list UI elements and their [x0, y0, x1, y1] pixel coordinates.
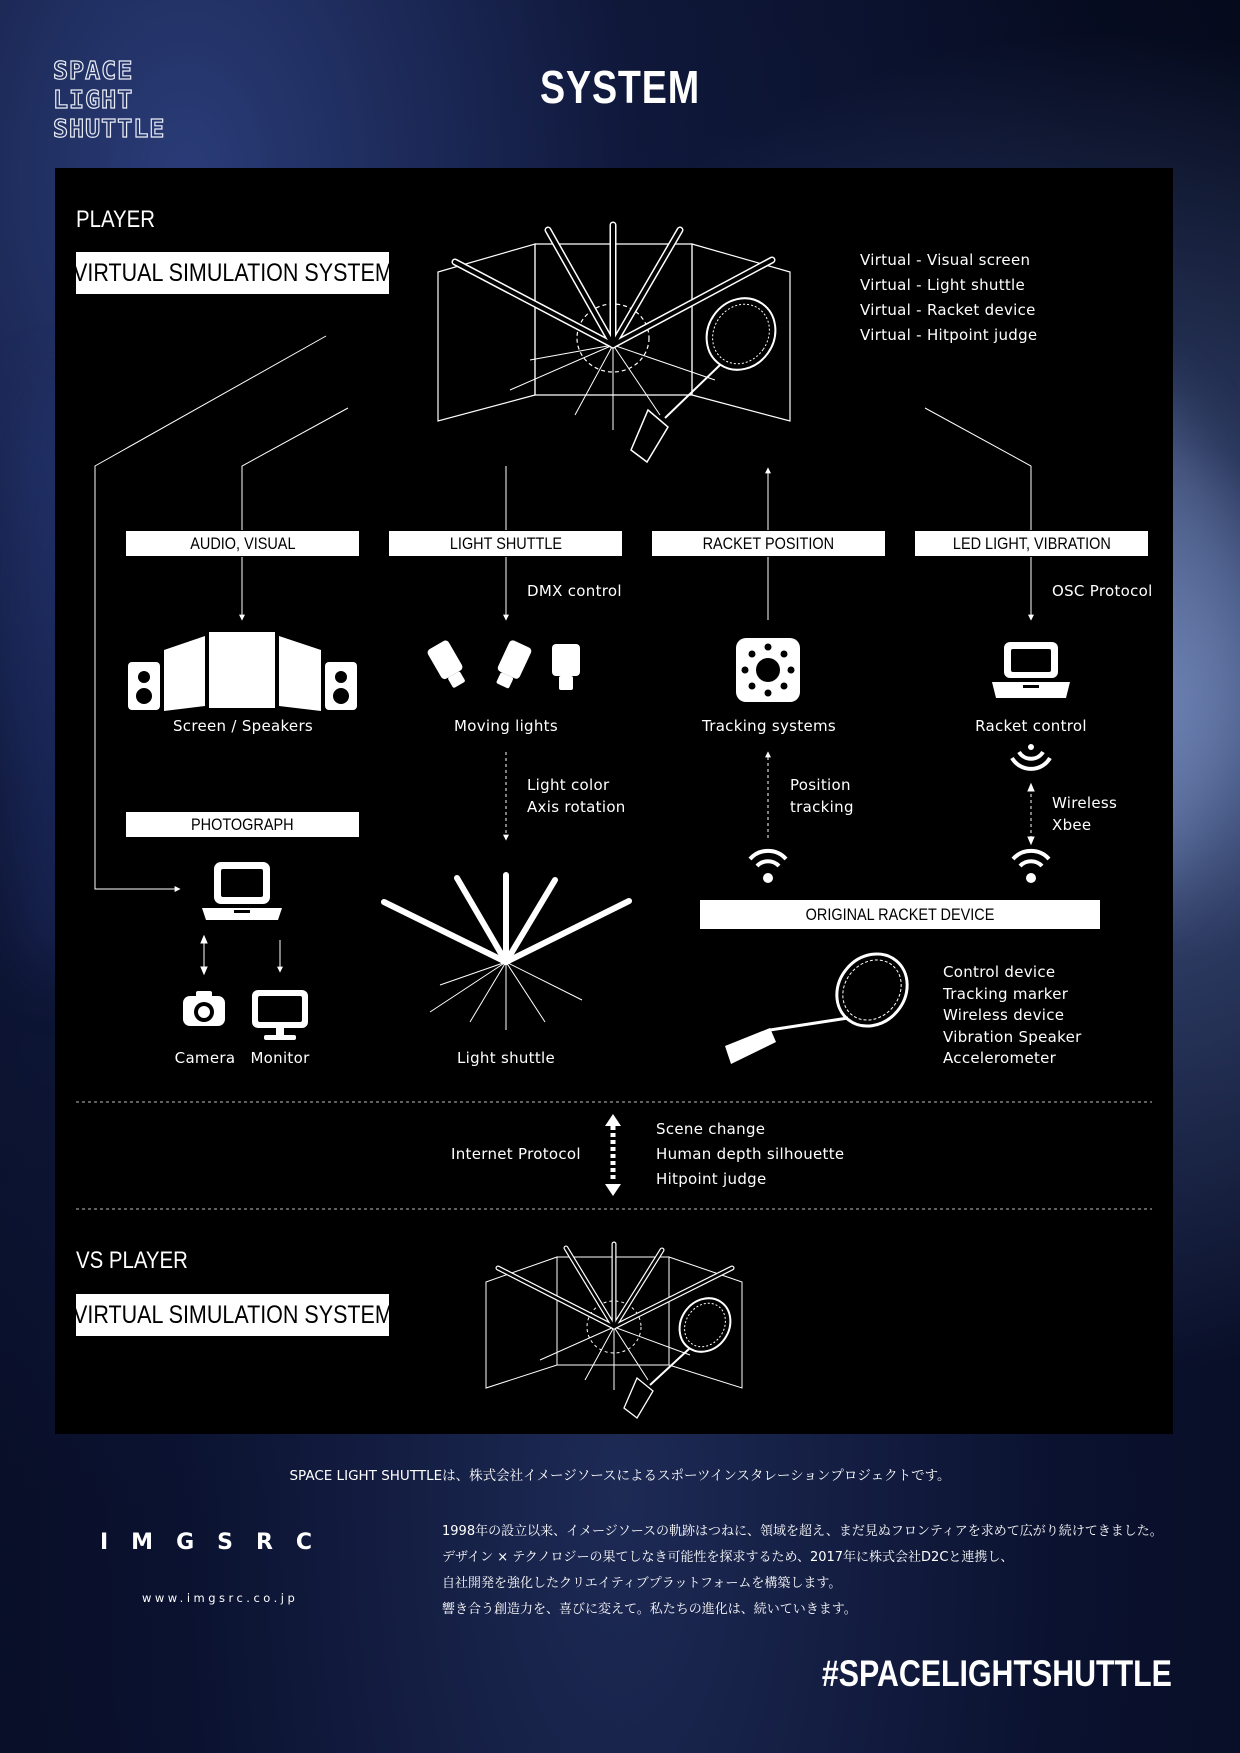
tracking-systems-icon: [736, 638, 800, 702]
virtual-list: [860, 248, 1037, 348]
racket-feature: Accelerometer: [943, 1049, 1057, 1067]
wireless-signal-icon: [1012, 744, 1050, 769]
monitor-label: Monitor: [250, 1049, 310, 1067]
player-title: PLAYER: [76, 206, 155, 233]
audio-visual-box: AUDIO, VISUAL: [126, 531, 359, 556]
racket-position-box: RACKET POSITION: [652, 531, 885, 556]
photograph-box: PHOTOGRAPH: [126, 812, 359, 837]
network-item: Human depth silhouette: [656, 1145, 845, 1163]
network-items-list: [656, 1117, 844, 1192]
photograph-laptop-icon: [202, 862, 282, 920]
internet-protocol-arrow: [605, 1114, 621, 1196]
racket-features-list: [943, 962, 1082, 1070]
virtual-list-item: Virtual - Light shuttle: [860, 276, 1026, 294]
wireless-xbee-label: Wireless Xbee: [1052, 794, 1118, 834]
network-item: Hitpoint judge: [656, 1170, 767, 1188]
position-tracking-label: Position tracking: [790, 776, 854, 816]
led-light-vibration-box: LED LIGHT, VIBRATION: [915, 531, 1148, 556]
vs-virtual-system-illustration: [486, 1244, 742, 1418]
moving-lights-icon: [426, 639, 580, 691]
moving-lights-label: Moving lights: [454, 717, 558, 735]
about-text: 1998年の設立以来、イメージソースの軌跡はつねに、領域を超え、まだ見ぬフロンティアを求めて広がり続けてきました。 デザイン × テクノロジーの果てしなき可能性を探求するため、2017年に株式会社D2Cと連携し、 自社開発を強化したクリエイティブプラットフォームを構築します。 響き合う創造力を、喜びに変えて。私たちの進化は、続いていきます。: [442, 1524, 1163, 1617]
vs-player-title: VS PLAYER: [76, 1247, 188, 1274]
space-light-shuttle-logo: SPACE LIGHT SHUTTLE: [53, 56, 166, 143]
racket-feature: Wireless device: [943, 1006, 1065, 1024]
virtual-simulation-system-box: VIRTUAL SIMULATION SYSTEM: [76, 252, 389, 294]
light-color-axis-label: Light color Axis rotation: [527, 776, 626, 816]
light-shuttle-box: LIGHT SHUTTLE: [389, 531, 622, 556]
hashtag: #SPACELIGHTSHUTTLE: [821, 1653, 1172, 1694]
screen-speakers-icon: [128, 632, 357, 711]
racket-feature: Vibration Speaker: [943, 1027, 1082, 1046]
page-title: SYSTEM: [539, 61, 701, 113]
osc-protocol-label: OSC Protocol: [1052, 582, 1153, 600]
light-shuttle-icon: [384, 875, 629, 1030]
racket-feature: Control device: [943, 963, 1056, 981]
imgsrc-url[interactable]: www.imgsrc.co.jp: [142, 1591, 299, 1605]
laptop-icon: [992, 642, 1070, 698]
imgsrc-logo: IMGSRC: [100, 1530, 336, 1555]
light-shuttle-label: Light shuttle: [456, 1049, 556, 1067]
virtual-list-item: Virtual - Hitpoint judge: [860, 326, 1038, 344]
network-item: Scene change: [656, 1120, 766, 1138]
vs-virtual-simulation-system-box: VIRTUAL SIMULATION SYSTEM: [76, 1294, 389, 1336]
screen-speakers-label: Screen / Speakers: [172, 717, 314, 735]
virtual-system-illustration: [438, 225, 790, 462]
dmx-control-label: DMX control: [527, 582, 622, 600]
racket-icon: [725, 940, 922, 1064]
virtual-list-item: Virtual - Visual screen: [860, 251, 1031, 269]
racket-control-label: Racket control: [975, 717, 1087, 735]
wifi-icon: [750, 851, 1049, 883]
camera-icon: [183, 991, 225, 1026]
tracking-systems-label: Tracking systems: [701, 717, 837, 735]
original-racket-device-box: ORIGINAL RACKET DEVICE: [700, 900, 1100, 929]
virtual-list-item: Virtual - Racket device: [860, 301, 1036, 319]
footer-intro: SPACE LIGHT SHUTTLEは、株式会社イメージソースによるスポーツインスタレーションプロジェクトです。: [289, 1468, 951, 1484]
internet-protocol-label: Internet Protocol: [451, 1145, 581, 1163]
racket-feature: Tracking marker: [943, 984, 1069, 1003]
camera-label: Camera: [174, 1049, 236, 1067]
monitor-icon: [252, 990, 308, 1040]
